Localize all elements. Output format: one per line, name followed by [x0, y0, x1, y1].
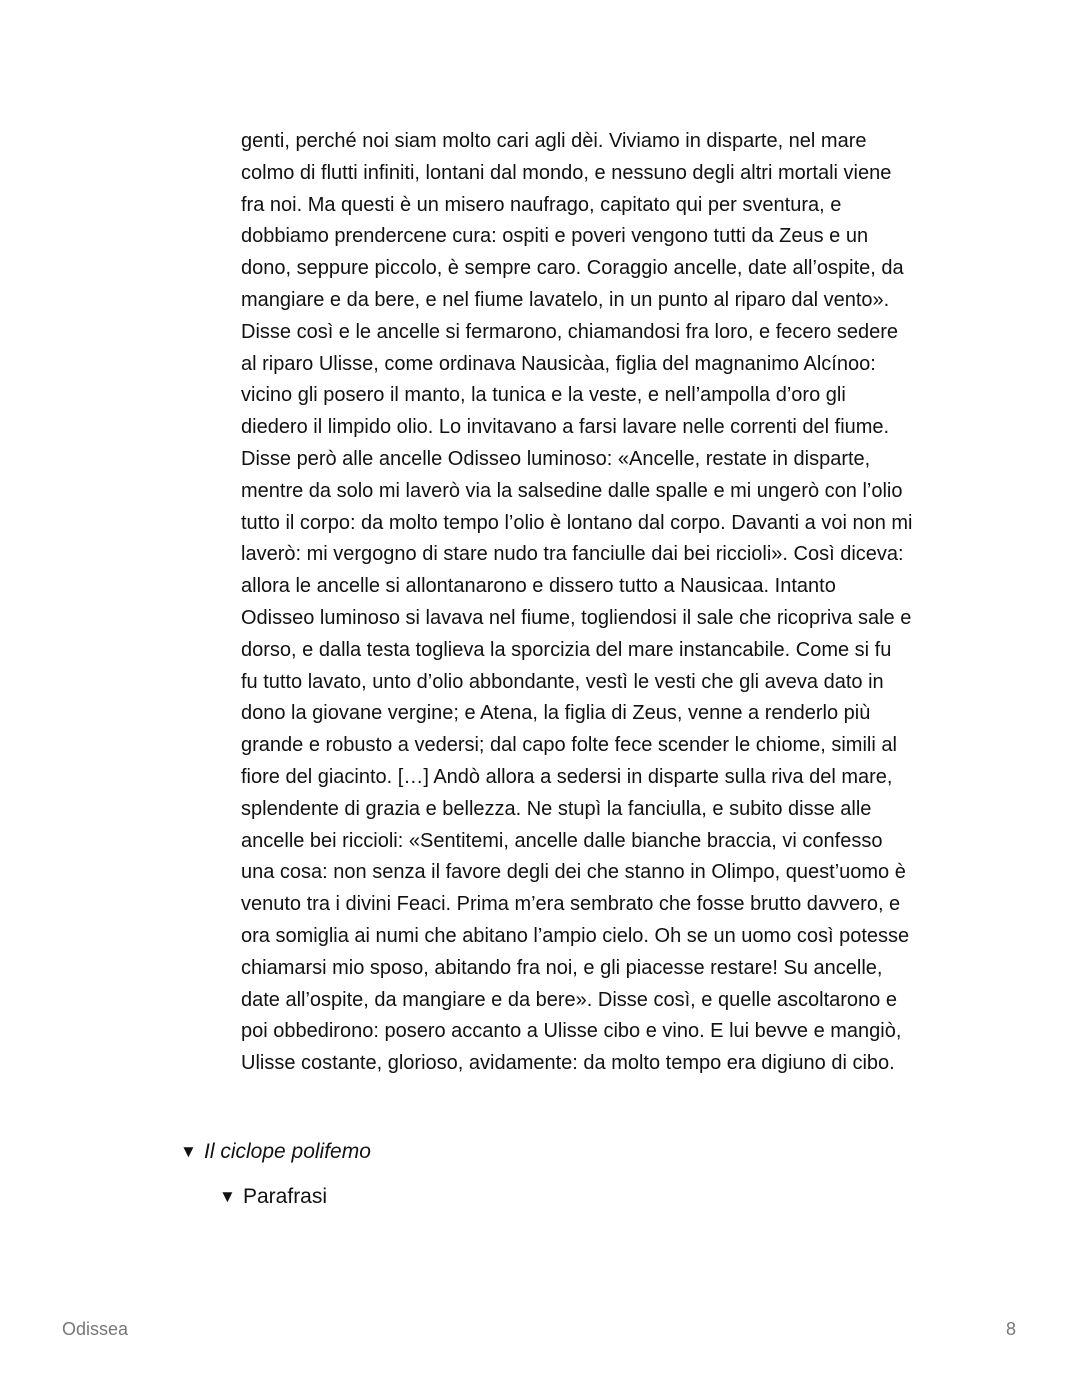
- text-line: al riparo Ulisse, come ordinava Nausicàa, figlia del magnanimo Alcínoo:: [241, 352, 876, 375]
- text-line: Ulisse costante, glorioso, avidamente: da molto tempo era digiuno di cibo.: [241, 1052, 895, 1075]
- text-line: mangiare e da bere, e nel fiume lavatelo, in un punto al riparo dal vento».: [241, 288, 890, 311]
- text-line: chiamarsi mio sposo, abitando fra noi, e gli piacesse restare! Su ancelle,: [241, 956, 883, 979]
- toggle-label: Parafrasi: [243, 1185, 328, 1208]
- text-line: splendente di grazia e bellezza. Ne stupì la fanciulla, e subito disse alle: [241, 797, 872, 820]
- text-line: allora le ancelle si allontanarono e dissero tutto a Nausicaa. Intanto: [241, 575, 836, 598]
- text-line: grande e robusto a vedersi; dal capo folte fece scender le chiome, simili al: [241, 734, 897, 757]
- text-line: poi obbedirono: posero accanto a Ulisse cibo e vino. E lui bevve e mangiò,: [241, 1020, 902, 1043]
- text-line: Disse così e le ancelle si fermarono, chiamandosi fra loro, e fecero sedere: [241, 320, 898, 343]
- text-line: dorso, e dalla testa toglieva la sporcizia del mare instancabile. Come si fu: [241, 638, 892, 661]
- text-line: dono la giovane vergine; e Atena, la figlia di Zeus, venne a renderlo più: [241, 702, 871, 725]
- text-line: dono, seppure piccolo, è sempre caro. Coraggio ancelle, date all’ospite, da: [241, 257, 904, 280]
- text-line: vicino gli posero il manto, la tunica e la veste, e nell’ampolla d’oro gli: [241, 384, 846, 407]
- toggle-arrow-icon[interactable]: ▼: [180, 1142, 197, 1161]
- toggle-ciclope-polifemo[interactable]: [180, 1138, 371, 1166]
- text-line: ancelle bei riccioli: «Sentitemi, ancelle dalle bianche braccia, vi confesso: [241, 829, 883, 852]
- footer-document-title: Odissea: [62, 1319, 129, 1339]
- text-line: una cosa: non senza il favore degli dei che stanno in Olimpo, quest’uomo è: [241, 861, 906, 884]
- toggle-arrow-icon[interactable]: ▼: [219, 1187, 236, 1206]
- text-line: laverò: mi vergogno di stare nudo tra fanciulle dai bei riccioli». Così diceva:: [241, 543, 904, 566]
- text-line: date all’ospite, da mangiare e da bere». Disse così, e quelle ascoltarono e: [241, 988, 897, 1011]
- toggle-parafrasi[interactable]: [219, 1183, 327, 1211]
- text-line: Disse però alle ancelle Odisseo luminoso: «Ancelle, restate in disparte,: [241, 447, 871, 470]
- text-line: Odisseo luminoso si lavava nel fiume, togliendosi il sale che ricopriva sale e: [241, 606, 912, 629]
- text-line: fiore del giacinto. […] Andò allora a sedersi in disparte sulla riva del mare,: [241, 765, 893, 788]
- text-line: genti, perché noi siam molto cari agli dèi. Viviamo in disparte, nel mare: [241, 130, 867, 152]
- text-line: fu tutto lavato, unto d’olio abbondante, vestì le vesti che gli aveva dato in: [241, 670, 884, 693]
- text-line: ora somiglia ai numi che abitano l’ampio cielo. Oh se un uomo così potesse: [241, 924, 910, 947]
- text-line: venuto tra i divini Feaci. Prima m’era sembrato che fosse brutto davvero, e: [241, 893, 901, 916]
- body-paragraph: [241, 126, 965, 1080]
- text-line: fra noi. Ma questi è un misero naufrago, capitato qui per sventura, e: [241, 193, 842, 216]
- text-line: mentre da solo mi laverò via la salsedine dalle spalle e mi ungerò con l’olio: [241, 479, 903, 502]
- text-line: colmo di flutti infiniti, lontani dal mondo, e nessuno degli altri mortali viene: [241, 161, 892, 184]
- toggle-label: Il ciclope polifemo: [204, 1140, 371, 1163]
- text-line: diedero il limpido olio. Lo invitavano a farsi lavare nelle correnti del fiume.: [241, 416, 890, 439]
- text-line: dobbiamo prendercene cura: ospiti e poveri vengono tutti da Zeus e un: [241, 225, 869, 248]
- page-number: 8: [1005, 1319, 1016, 1339]
- text-line: tutto il corpo: da molto tempo l’olio è lontano dal corpo. Davanti a voi non mi: [241, 511, 913, 534]
